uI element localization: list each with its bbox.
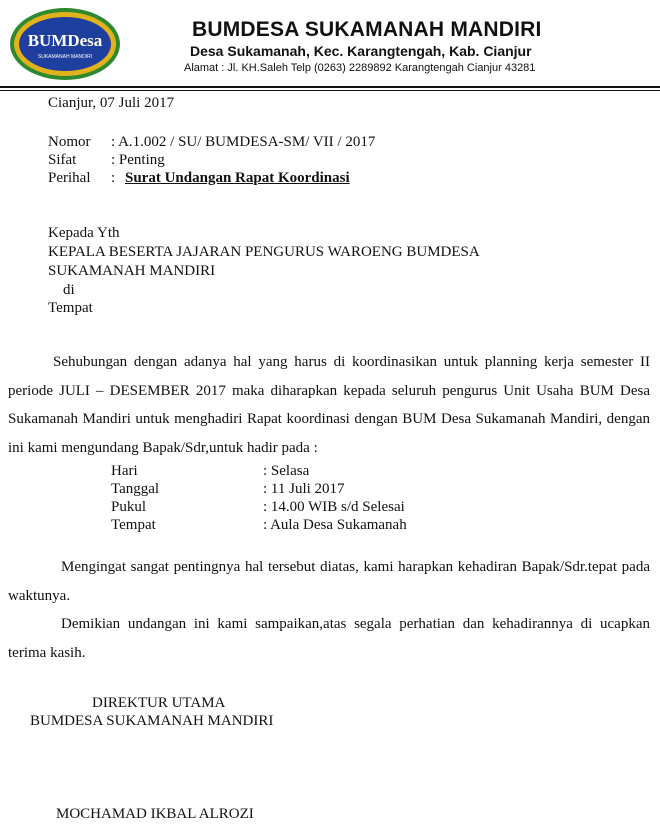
schedule-label: Tempat	[111, 517, 156, 533]
meta-value-nomor: : A.1.002 / SU/ BUMDESA-SM/ VII / 2017	[111, 134, 376, 150]
meta-label-nomor: Nomor	[48, 134, 91, 150]
signature-org: BUMDESA SUKAMANAH MANDIRI	[30, 713, 274, 729]
schedule-label: Tanggal	[111, 481, 160, 497]
signatory-name: MOCHAMAD IKBAL ALROZI	[56, 806, 254, 822]
logo-subtext: SUKAMANAH MANDIRI	[37, 54, 93, 60]
schedule-row	[111, 480, 407, 498]
bumdesa-logo	[8, 6, 122, 82]
recipient-di: di	[63, 282, 75, 298]
schedule-value: : Selasa	[263, 463, 310, 479]
schedule-value: : Aula Desa Sukamanah	[263, 517, 407, 533]
schedule-row	[111, 516, 407, 534]
body-paragraph-3: Demikian undangan ini kami sampaikan,atas segala perhatian dan kehadirannya di ucapkan terima kasih.	[8, 616, 650, 661]
address-line-2: Alamat : Jl. KH.Saleh Telp (0263) 2289892 Karangtengah Cianjur 43281	[184, 62, 536, 74]
body-paragraph-2: Mengingat sangat pentingnya hal tersebut diatas, kami harapkan kehadiran Bapak/Sdr.tepat pada waktunya.	[8, 559, 650, 604]
meta-colon-perihal: :	[111, 170, 116, 186]
org-name: BUMDESA SUKAMANAH MANDIRI	[192, 18, 542, 41]
schedule-table	[111, 462, 407, 534]
schedule-row	[111, 498, 407, 516]
logo-text: BUMDesa	[27, 31, 103, 50]
meta-label-sifat: Sifat	[48, 152, 77, 168]
schedule-label: Hari	[111, 463, 138, 479]
meta-label-perihal: Perihal	[48, 170, 91, 186]
meta-value-perihal: Surat Undangan Rapat Koordinasi	[125, 170, 350, 186]
meta-value-sifat: : Penting	[111, 152, 165, 168]
recipient-line-1: KEPALA BESERTA JAJARAN PENGURUS WAROENG BUMDESA	[48, 244, 480, 260]
schedule-label: Pukul	[111, 499, 147, 515]
address-line-1: Desa Sukamanah, Kec. Karangtengah, Kab. Cianjur	[190, 43, 532, 59]
letterhead-rule-thin	[0, 90, 660, 91]
body-paragraph-1: Sehubungan dengan adanya hal yang harus di koordinasikan untuk planning kerja semester II periode JULI – DESEMBER 2017 maka diharapkan kepada seluruh pengurus Unit Usaha BUM Desa Sukamanah Mandiri untuk menghadiri Rapat koordinasi dengan BUM Desa Sukamanah Mandiri, dengan ini kami mengundang Bapak/Sdr,untuk hadir pada :	[8, 354, 650, 456]
letterhead-rule-thick	[0, 86, 660, 88]
recipient-place: Tempat	[48, 300, 93, 316]
signature-title: DIREKTUR UTAMA	[92, 695, 226, 711]
schedule-value: : 11 Juli 2017	[263, 481, 345, 497]
recipient-line-2: SUKAMANAH MANDIRI	[48, 263, 216, 279]
recipient-greeting: Kepada Yth	[48, 225, 120, 241]
schedule-row	[111, 462, 407, 480]
place-date: Cianjur, 07 Juli 2017	[48, 95, 175, 111]
schedule-value: : 14.00 WIB s/d Selesai	[263, 499, 405, 515]
